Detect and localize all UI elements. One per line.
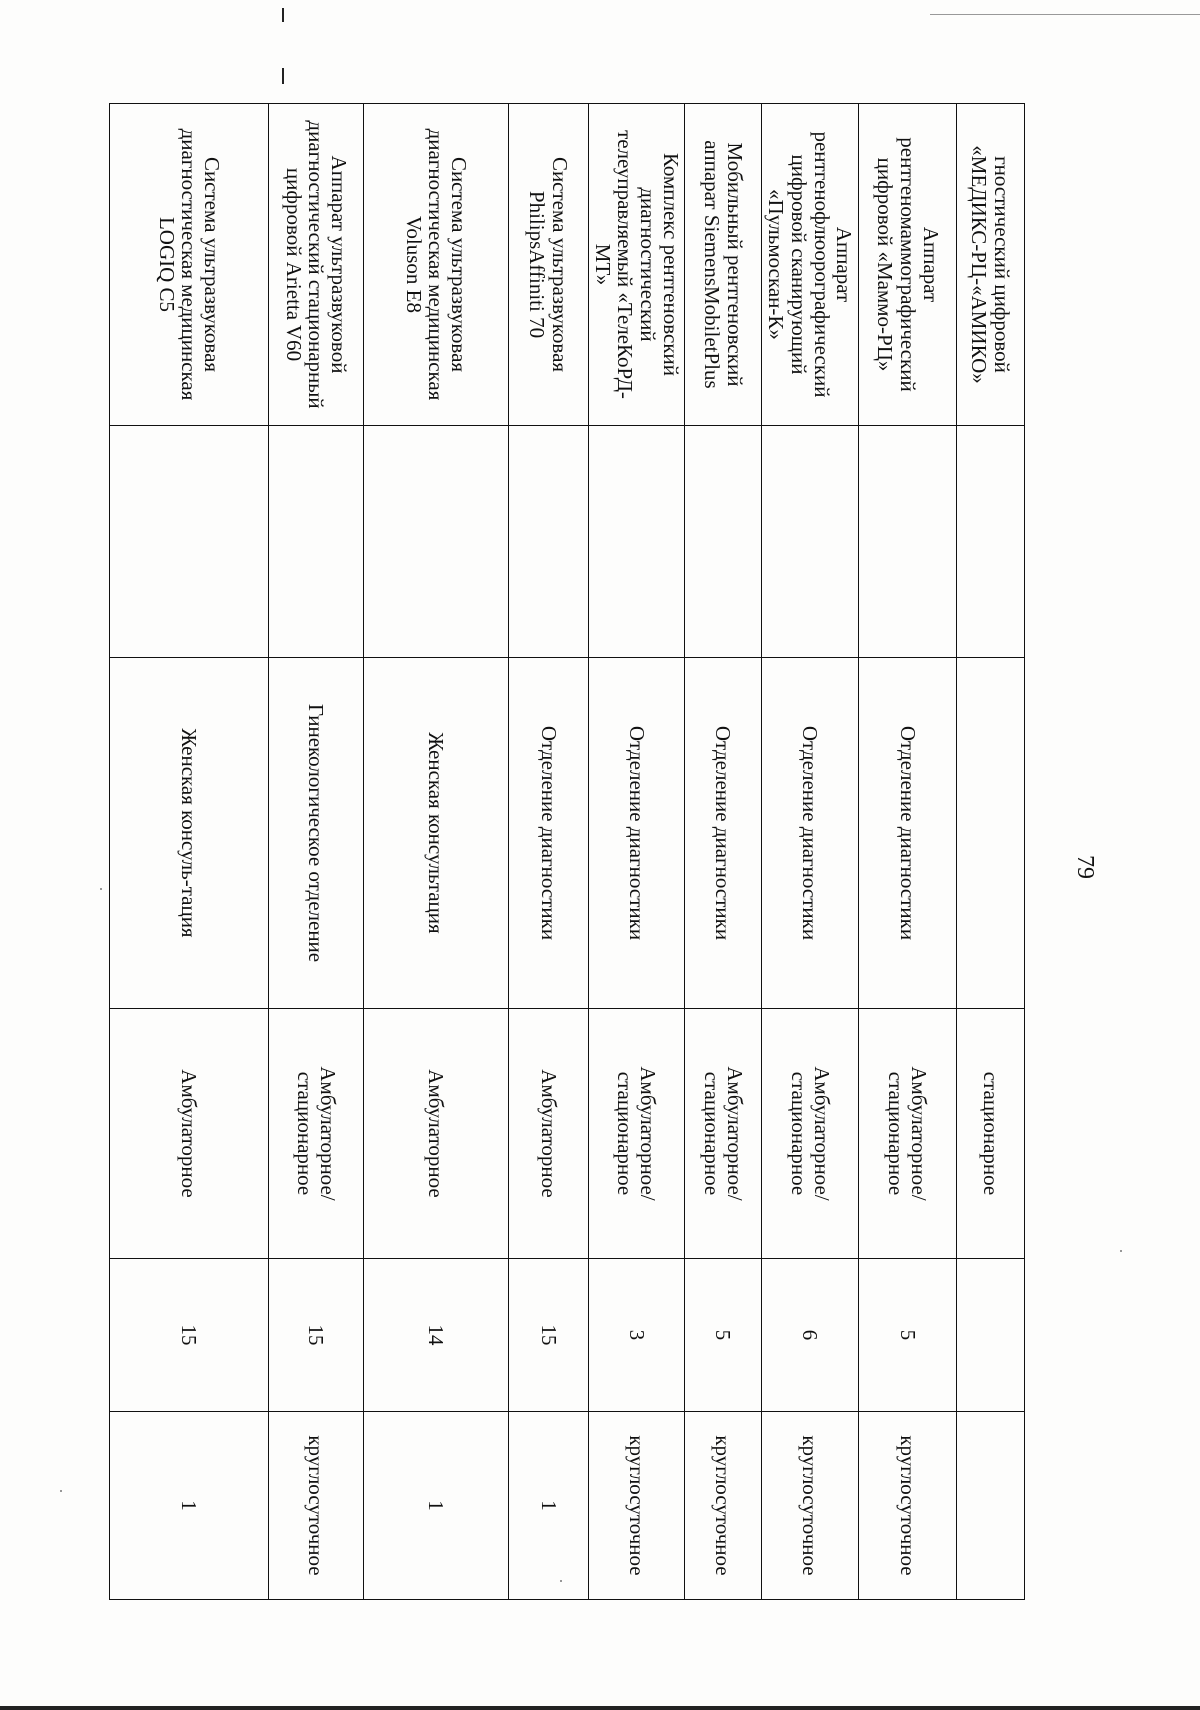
department-cell: Отделение диагностики xyxy=(685,658,762,1009)
empty-cell xyxy=(269,426,364,658)
care-type-cell: Амбулаторное/ стационарное xyxy=(589,1009,685,1259)
empty-cell xyxy=(364,426,509,658)
care-type-cell: Амбулаторное xyxy=(110,1009,269,1259)
mode-cell: круглосуточное xyxy=(859,1412,957,1600)
mode-cell: круглосуточное xyxy=(762,1412,859,1600)
table-row xyxy=(110,104,269,1600)
care-type-cell: стационарное xyxy=(957,1009,1025,1259)
empty-cell xyxy=(762,426,859,658)
care-type-cell: Амбулаторное/ стационарное xyxy=(269,1009,364,1259)
equipment-table xyxy=(109,103,1025,1600)
device-cell: гностический цифровой «МЕДИКС-РЦ-«АМИКО» xyxy=(957,104,1025,426)
care-type-cell: Амбулаторное/ стационарное xyxy=(859,1009,957,1259)
mode-cell: 1 xyxy=(509,1412,589,1600)
mode-cell xyxy=(957,1412,1025,1600)
table-row xyxy=(589,104,685,1600)
empty-cell xyxy=(589,426,685,658)
device-cell: Аппарат ультразвуковой диагностический стационарный цифровой Arietta V60 xyxy=(269,104,364,426)
quantity-cell: 15 xyxy=(269,1259,364,1412)
empty-cell xyxy=(509,426,589,658)
device-cell: Аппарат рентгеномаммографический цифровой «Маммо-РЦ» xyxy=(859,104,957,426)
speck xyxy=(60,1490,62,1492)
page-number: 79 xyxy=(1072,855,1098,879)
quantity-cell: 15 xyxy=(509,1259,589,1412)
table-row xyxy=(762,104,859,1600)
scan-bottom-border xyxy=(0,1706,1200,1710)
quantity-cell: 14 xyxy=(364,1259,509,1412)
quantity-cell: 5 xyxy=(859,1259,957,1412)
mode-cell: 1 xyxy=(110,1412,269,1600)
quantity-cell: 15 xyxy=(110,1259,269,1412)
scan-mark-top-2 xyxy=(282,68,284,84)
care-type-cell: Амбулаторное xyxy=(364,1009,509,1259)
empty-cell xyxy=(685,426,762,658)
scan-top-right-line xyxy=(930,14,1200,15)
department-cell: Отделение диагностики xyxy=(859,658,957,1009)
device-cell: Система ультразвуковая диагностическая медицинская Voluson E8 xyxy=(364,104,509,426)
table-row xyxy=(957,104,1025,1600)
speck xyxy=(1120,1250,1122,1252)
empty-cell xyxy=(110,426,269,658)
quantity-cell: 3 xyxy=(589,1259,685,1412)
scan-mark-top xyxy=(282,8,284,22)
mode-cell: круглосуточное xyxy=(269,1412,364,1600)
speck xyxy=(100,888,102,890)
quantity-cell: 6 xyxy=(762,1259,859,1412)
mode-cell: 1 xyxy=(364,1412,509,1600)
quantity-cell xyxy=(957,1259,1025,1412)
table-row xyxy=(364,104,509,1600)
department-cell: Отделение диагностики xyxy=(509,658,589,1009)
mode-cell: круглосуточное xyxy=(685,1412,762,1600)
department-cell xyxy=(957,658,1025,1009)
device-cell: Аппарат рентгенофлюорографический цифровой сканирующий «Пульмоскан-К» xyxy=(762,104,859,426)
table-row xyxy=(509,104,589,1600)
empty-cell xyxy=(859,426,957,658)
device-cell: Мобильный рентгеновский аппарат SiemensMobiletPlus xyxy=(685,104,762,426)
care-type-cell: Амбулаторное/ стационарное xyxy=(762,1009,859,1259)
care-type-cell: Амбулаторное xyxy=(509,1009,589,1259)
department-cell: Женская консуль-тация xyxy=(110,658,269,1009)
department-cell: Отделение диагностики xyxy=(762,658,859,1009)
table-row xyxy=(269,104,364,1600)
empty-cell xyxy=(957,426,1025,658)
quantity-cell: 5 xyxy=(685,1259,762,1412)
department-cell: Гинекологическое отделение xyxy=(269,658,364,1009)
department-cell: Женская консультация xyxy=(364,658,509,1009)
care-type-cell: Амбулаторное/ стационарное xyxy=(685,1009,762,1259)
device-cell: Система ультразвуковая диагностическая медицинская LOGIQ C5 xyxy=(110,104,269,426)
device-cell: Комплекс рентгеновский диагностический телеуправляемый «ТелеКоРД-МТ» xyxy=(589,104,685,426)
equipment-table-rotated xyxy=(110,103,1025,1599)
mode-cell: круглосуточное xyxy=(589,1412,685,1600)
department-cell: Отделение диагностики xyxy=(589,658,685,1009)
table-row xyxy=(859,104,957,1600)
device-cell: Система ультразвуковая PhilipsAffiniti 70 xyxy=(509,104,589,426)
table-row xyxy=(685,104,762,1600)
